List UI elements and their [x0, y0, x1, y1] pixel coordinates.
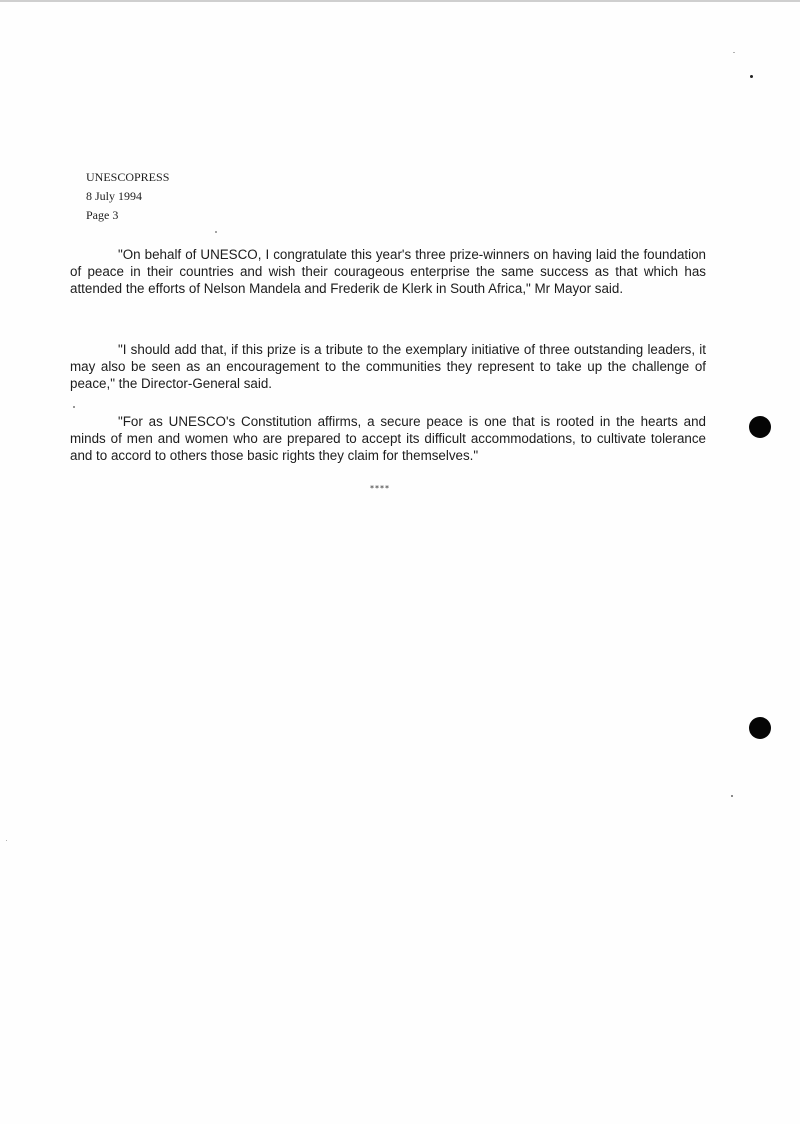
scan-speck — [750, 75, 753, 78]
header-date: 8 July 1994 — [86, 189, 143, 203]
scan-speck — [73, 406, 75, 408]
document-header — [86, 168, 169, 225]
punch-hole-upper — [749, 416, 771, 438]
paragraph-1-text: "On behalf of UNESCO, I congratulate this year's three prize-winners on having laid the foundation of peace in their countries and wish their courageous enterprise the same success as that which has attended the efforts of Nelson Mandela and Frederik de Klerk in South Africa," Mr Mayor said. — [70, 247, 706, 296]
punch-hole-lower — [749, 717, 771, 739]
paragraph-2-text: "I should add that, if this prize is a tribute to the exemplary initiative of three outstanding leaders, it may also be seen as an encouragement to the communities they represent to take up the challenge of peace," the Director-General said. — [70, 342, 706, 391]
scan-speck — [215, 231, 217, 233]
page-top-edge — [0, 0, 800, 2]
end-separator: **** — [370, 484, 390, 493]
scan-speck — [731, 795, 733, 797]
paragraph-3 — [70, 413, 706, 464]
header-org: UNESCOPRESS — [86, 170, 170, 184]
header-page-number: Page 3 — [86, 208, 119, 222]
scan-speck — [733, 52, 735, 53]
paragraph-3-text: "For as UNESCO's Constitution affirms, a secure peace is one that is rooted in the hearts and minds of men and women who are prepared to accept its difficult accommodations, to cultivate tolerance and to accord to others those basic rights they claim for themselves." — [70, 414, 706, 463]
paragraph-1 — [70, 246, 706, 297]
scan-speck — [6, 840, 7, 841]
paragraph-2 — [70, 341, 706, 392]
